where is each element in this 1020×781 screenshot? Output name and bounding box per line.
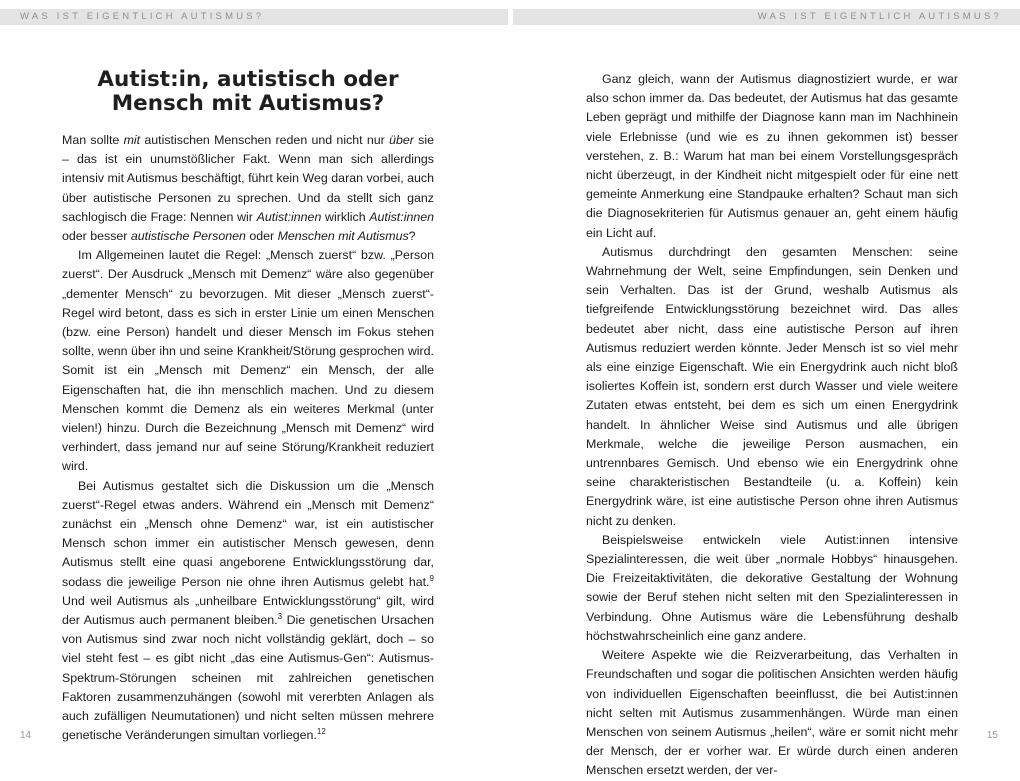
running-header-left: WAS IST EIGENTLICH AUTISMUS? <box>20 11 265 22</box>
page-number-right: 15 <box>986 730 998 741</box>
left-paragraph-3 <box>62 477 434 746</box>
italic-text: Autist:innen <box>256 209 322 224</box>
right-paragraph-1: Ganz gleich, wann der Autismus diagnostiziert wurde, er war also schon immer da. Das bedeutet, der Autismus hat das gesamte Leben geprägt und mithilfe der Diagnose kann man im Nachhinein viele Erlebnisse (und wie es zu ihnen gekommen ist) besser verstehen, z. B.: Warum hat man bei einem Vorstellungsgespräch nicht überzeugt, in der Kindheit nicht mitgespielt oder für eine nett gemeinte Anmerkung eine Standpauke erhalten? Schaut man sich die Diagnosekriterien für Autismus genauer an, geht einem häufig ein Licht auf. <box>586 72 958 240</box>
footnote-marker: 9 <box>429 573 434 583</box>
text-run: Man sollte <box>62 133 124 147</box>
left-page <box>62 62 434 746</box>
text-run: autistischen Menschen reden und nicht nur <box>140 133 390 147</box>
chapter-title-line-1: Autist:in, autistisch oder <box>97 67 399 92</box>
italic-text: Menschen mit Autismus <box>277 229 409 244</box>
text-run: Bei Autismus gestaltet sich die Diskussion um die „Mensch zuerst“-Regel etwas anders. Während ein „Mensch mit Demenz“ zunächst ein „Mensch ohne Demenz“ war, ist ein autistischer Mensch schon immer ein autistischer Mensch gewesen, denn Autismus stellt eine quasi angeborene Entwicklungsstörung dar, sodass die jeweilige Person nie ohne ihren Autismus gelebt hat. <box>62 478 434 589</box>
italic-text: Autist:innen <box>369 209 435 224</box>
text-run: wirklich <box>321 209 370 224</box>
text-run: oder <box>245 229 278 244</box>
text-run: oder besser <box>62 229 131 244</box>
text-run: Und weil Autismus als „unheilbare Entwicklungsstörung“ gilt, wird der Autismus auch permanent bleiben. <box>62 593 434 628</box>
running-header-right: WAS IST EIGENTLICH AUTISMUS? <box>757 11 1002 22</box>
text-run: sie – das ist ein unumstößlicher Fakt. Wenn man sich allerdings intensiv mit Autismus beschäftigt, führt kein Weg daran vorbei, auch über autistische Personen zu sprechen. Und da stellt sich ganz sachlogisch die Frage: Nennen wir <box>62 133 434 224</box>
right-paragraph-4: Weitere Aspekte wie die Reizverarbeitung, das Verhalten in Freundschaften und sogar die politischen Ansichten werden häufig von individuellen Eigenschaften beeinflusst, die bei Autist:innen nicht selten mit Autismus zusammenhängen. Würde man einen Menschen von seinem Autismus „heilen“, wäre er somit nicht mehr der Mensch, der er vorher war. Er würde durch einen anderen Menschen ersetzt werden, der ver- <box>586 648 958 778</box>
italic-text: autistische Personen <box>130 229 246 244</box>
page-number-left: 14 <box>20 730 32 741</box>
text-run: ? <box>408 229 416 244</box>
right-paragraph-3: Beispielsweise entwickeln viele Autist:innen intensive Spezialinteressen, die weit über „normale Hobbys“ hinausgehen. Die Freizeitaktivitäten, die dekorative Gestaltung der Wohnung sowie der Beruf stehen nicht selten mit den Spezialinteressen in Verbindung. Ohne Autismus wäre die Lebensführung deshalb höchstwahrscheinlich eine ganz andere. <box>586 532 958 643</box>
chapter-title <box>62 68 434 116</box>
footnote-marker: 12 <box>316 727 326 737</box>
footnote-marker: 3 <box>277 611 283 621</box>
italic-text: mit <box>123 133 141 147</box>
left-paragraph-1 <box>62 131 434 246</box>
text-run: Die genetischen Ursachen von Autismus sind zwar noch nicht vollständig geklärt, doch – so viel steht fest – es gibt nicht „das eine Autismus-Gen“: Autismus-Spektrum-Störungen scheinen mit zahlreichen genetischen Faktoren zusammenzuhängen (sowohl mit vererbten Anlagen als auch zufälligen Neumutationen) und nicht selten müssen mehrere genetische Veränderungen simultan vorliegen. <box>62 613 434 743</box>
italic-text: über <box>389 133 414 147</box>
right-paragraph-2: Autismus durchdringt den gesamten Menschen: seine Wahrnehmung der Welt, seine Empfindungen, sein Denken und sein Verhalten. Das ist der Grund, weshalb Autismus als tiefgreifende Entwicklungsstörung bezeichnet wird. Das alles bedeutet aber nicht, dass eine autistische Person auf ihren Autismus reduziert werden könnte. Jeder Mensch ist so viel mehr als eine einzige Eigenschaft. Wie ein Energydrink auch nicht bloß isoliertes Koffein ist, sondern erst durch Wasser und viele weitere Zutaten etwas entsteht, bei dem es sich um einen Energydrink handelt. In ähnlicher Weise sind Autismus und alle übrigen Merkmale, welche die jeweilige Person ausmachen, ein untrennbares Gemisch. Und ebenso wie ein Energydrink ohne seine charakteristischen Bestandteile (u. a. Koffein) kein Energydrink wäre, ist eine autistische Person ohne ihren Autismus nicht zu denken. <box>586 244 958 528</box>
right-page <box>586 70 958 781</box>
chapter-title-line-2: Mensch mit Autismus? <box>111 91 385 116</box>
left-paragraph-2: Im Allgemeinen lautet die Regel: „Mensch zuerst“ bzw. „Person zuerst“. Der Ausdruck „Mensch mit Demenz“ wäre also gegenüber „dementer Mensch“ zu bevorzugen. Mit dieser „Mensch zuerst“-Regel wird betont, dass es sich in erster Linie um einen Menschen (bzw. eine Person) handelt und dieser Mensch im Fokus stehen sollte, wenn über ihn und seine Krankheit/Störung gesprochen wird. Somit ist ein „Mensch mit Demenz“ ein Mensch, der alle Eigenschaften hat, die ihn menschlich machen. Und zu diesem Menschen kommt die Demenz als ein weiteres Merkmal (unter vielen!) hinzu. Durch die Bezeichnung „Mensch mit Demenz“ wird verhindert, dass jemand nur auf seine Störung/Krankheit reduziert wird. <box>62 248 434 474</box>
